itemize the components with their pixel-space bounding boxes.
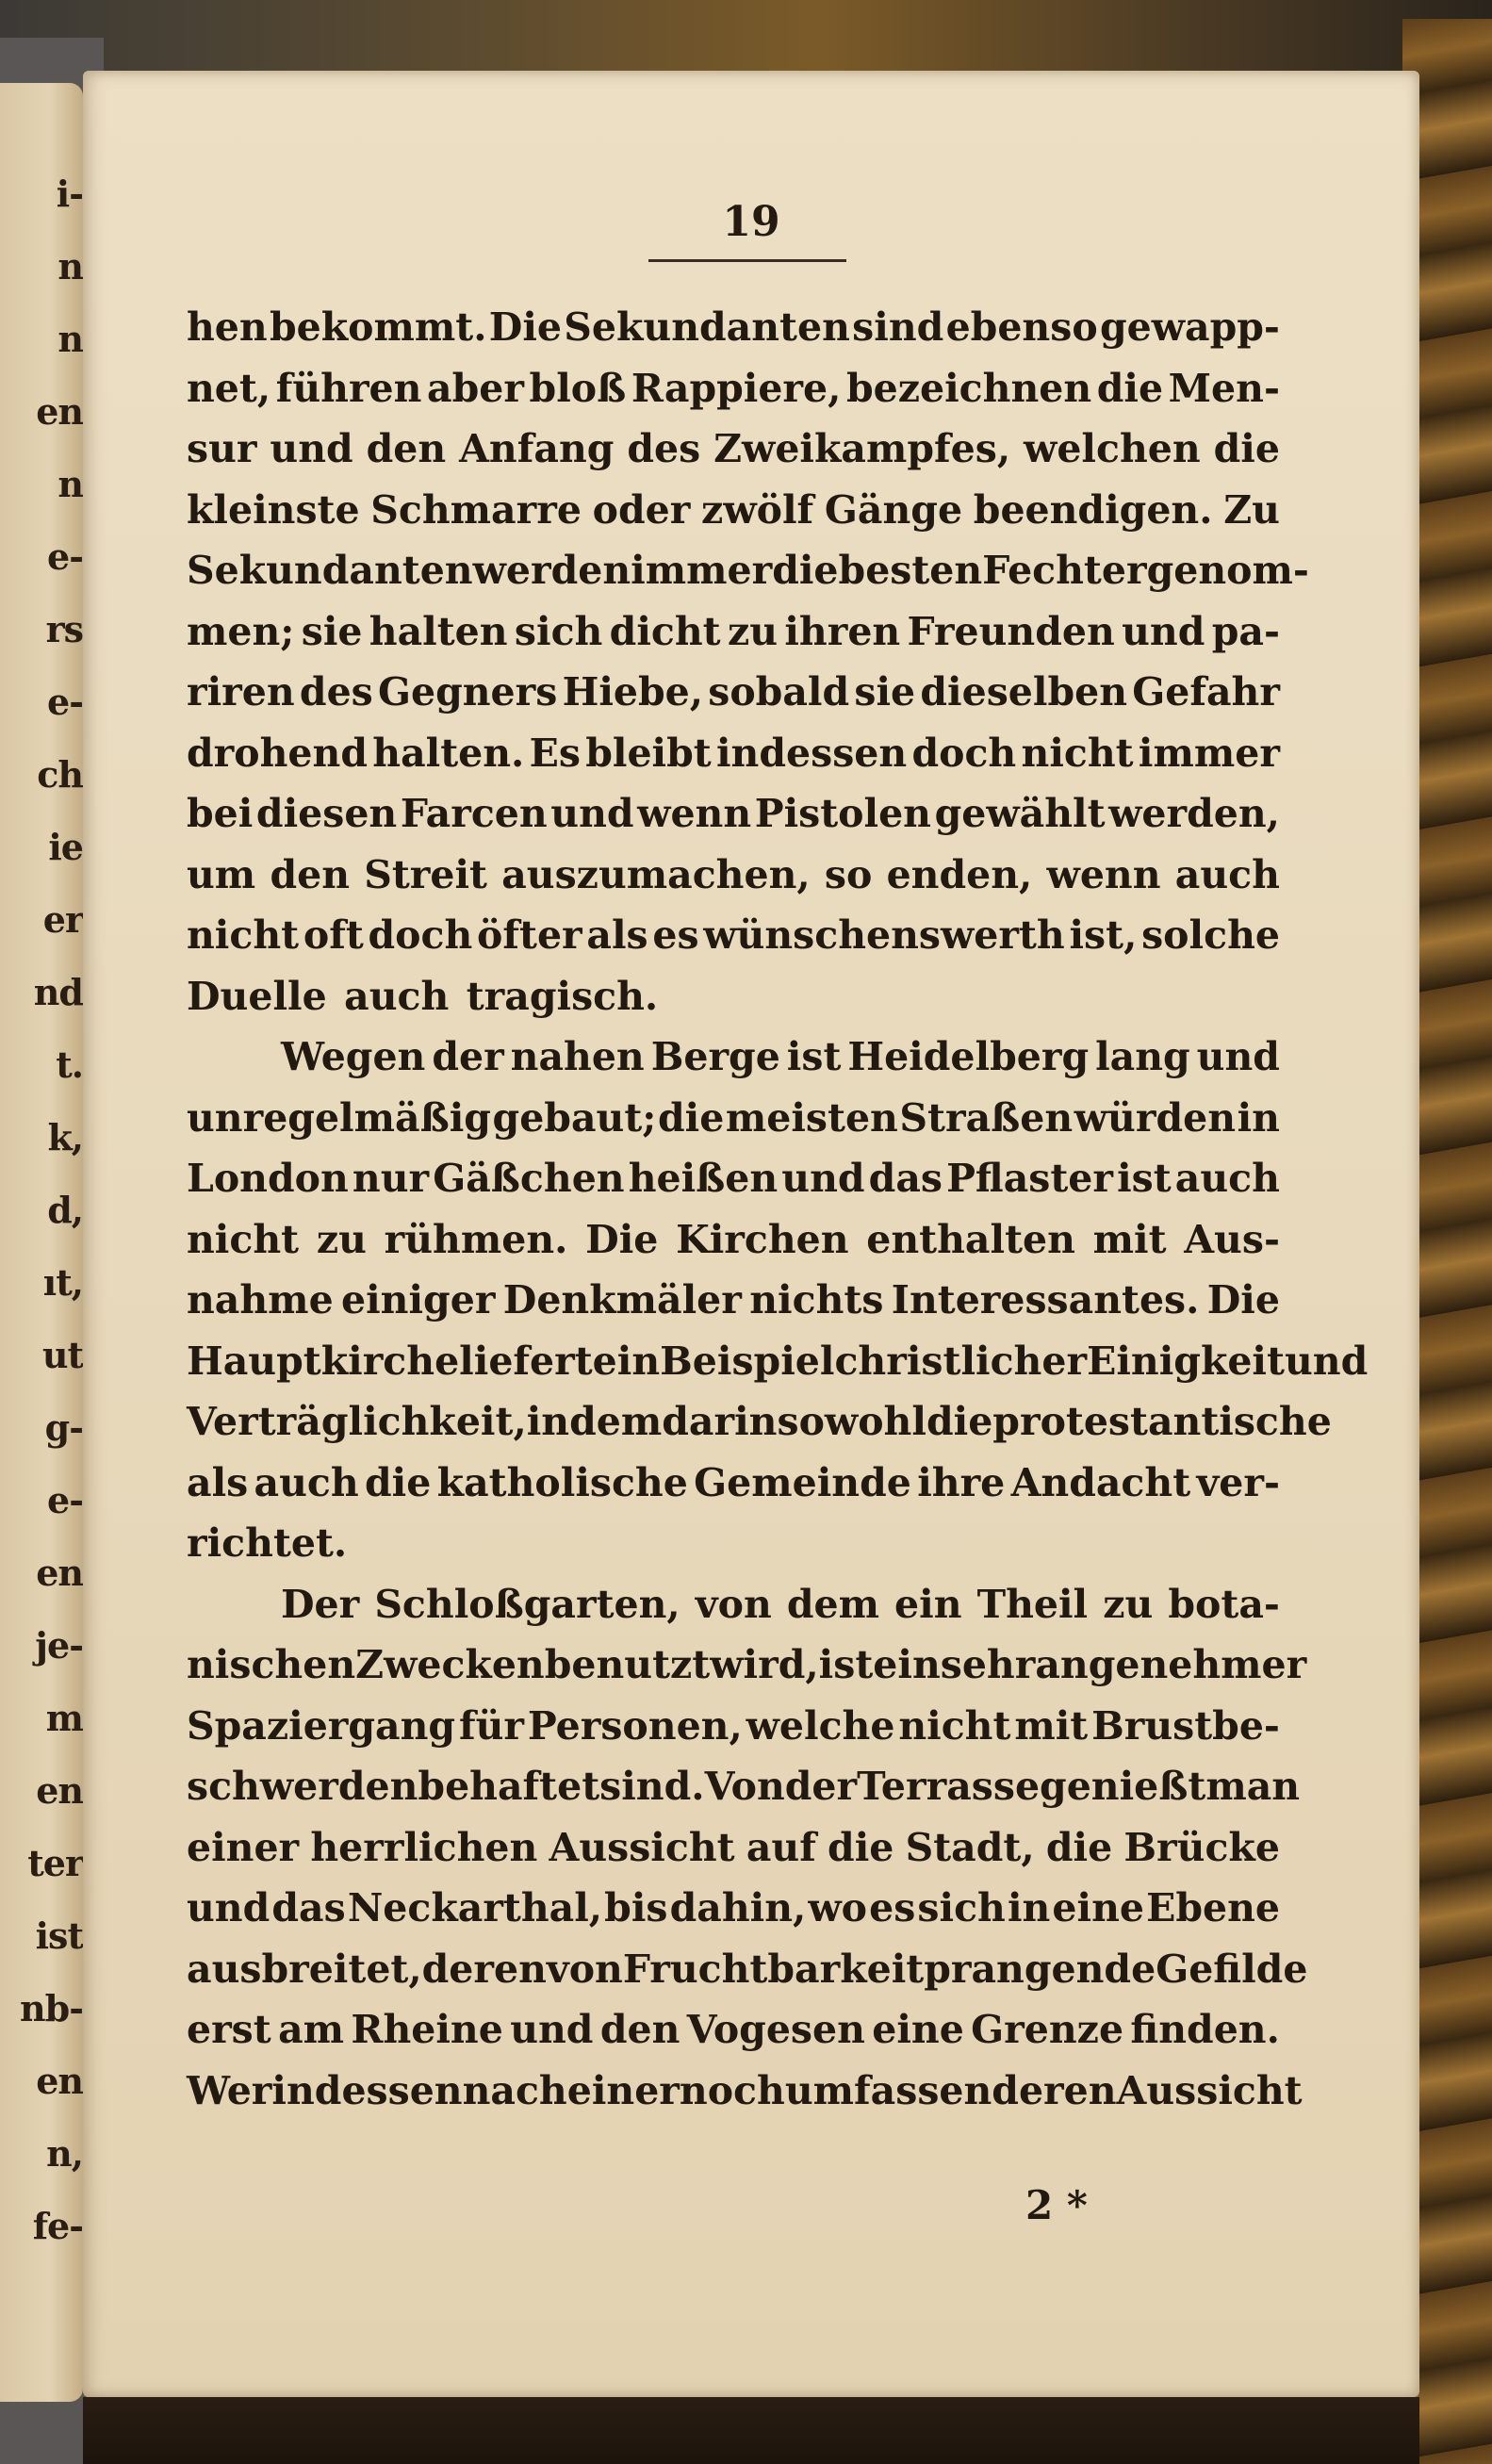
text-line bbox=[187, 1209, 1280, 1271]
word: des bbox=[627, 426, 701, 471]
word: erst bbox=[187, 2007, 271, 2052]
word: meisten bbox=[725, 1094, 898, 1141]
facing-page-fragment: ut bbox=[41, 1334, 83, 1376]
word: immer bbox=[1138, 730, 1280, 776]
word: finden. bbox=[1130, 2007, 1280, 2052]
facing-page-fragment: nb- bbox=[20, 1987, 83, 2029]
word: sowohl bbox=[777, 1399, 926, 1444]
word: umfassenderen bbox=[784, 2067, 1117, 2113]
word: Fruchtbarkeit bbox=[622, 1946, 925, 1992]
facing-page-fragment: m bbox=[45, 1697, 83, 1739]
word: benutzt bbox=[544, 1642, 711, 1687]
word: und bbox=[510, 2007, 594, 2052]
word: von bbox=[695, 1581, 772, 1627]
text-line bbox=[187, 966, 1280, 1027]
word: herrlichen bbox=[310, 1824, 538, 1870]
word: beendigen. bbox=[973, 486, 1213, 533]
text-line bbox=[187, 1634, 1307, 1696]
word: liefert bbox=[459, 1338, 593, 1384]
word: Personen, bbox=[527, 1702, 743, 1749]
word: bis bbox=[604, 1885, 668, 1930]
word: men; bbox=[187, 608, 295, 654]
word: diesen bbox=[255, 791, 398, 836]
word: hen bbox=[187, 304, 268, 350]
word: tragisch. bbox=[466, 973, 659, 1019]
word: Die bbox=[1206, 1277, 1280, 1322]
word: welchen bbox=[1024, 426, 1201, 471]
word: Gemeinde bbox=[694, 1459, 911, 1505]
word: Theil bbox=[976, 1581, 1089, 1627]
word: Von bbox=[704, 1764, 785, 1809]
word: Zwecken bbox=[355, 1642, 545, 1687]
word: bei bbox=[187, 791, 254, 836]
word: es bbox=[652, 912, 699, 958]
word: drohend bbox=[187, 730, 368, 776]
word: sind bbox=[852, 304, 944, 350]
word: Schmarre bbox=[370, 486, 582, 533]
word: Gäßchen bbox=[433, 1156, 625, 1201]
word: nahme bbox=[187, 1277, 334, 1322]
facing-page-fragment: ie bbox=[48, 826, 83, 868]
word: zwölf bbox=[701, 486, 814, 533]
word: und bbox=[1284, 1338, 1369, 1384]
word: und bbox=[781, 1156, 865, 1201]
word: Vogesen bbox=[686, 2007, 865, 2052]
word: sur bbox=[187, 426, 257, 471]
word: als bbox=[187, 1459, 249, 1505]
word: bleibt bbox=[585, 730, 712, 776]
facing-page-edge bbox=[0, 83, 83, 2402]
text-line bbox=[187, 1270, 1280, 1331]
word: lang bbox=[1095, 1034, 1190, 1079]
text-line bbox=[187, 662, 1280, 723]
word: ihren bbox=[784, 608, 901, 654]
word: Heidelberg bbox=[847, 1034, 1090, 1079]
facing-page-fragment: ıt, bbox=[42, 1261, 83, 1304]
book-bottom-edge bbox=[83, 2397, 1419, 2464]
word: ihre bbox=[917, 1459, 1006, 1505]
word: Stadt, bbox=[905, 1824, 1035, 1870]
word: die bbox=[1213, 426, 1280, 471]
word: auszumachen, bbox=[501, 851, 811, 897]
word: die bbox=[1045, 1824, 1113, 1870]
word: Einigkeit bbox=[1087, 1338, 1285, 1384]
word: am bbox=[278, 2007, 345, 2052]
facing-page-fragment: en bbox=[36, 2060, 83, 2102]
word: immer bbox=[631, 548, 773, 593]
word: halten. bbox=[372, 730, 525, 776]
word: ausbreitet, bbox=[187, 1946, 422, 1992]
text-line bbox=[187, 1331, 1369, 1392]
word: Gefilde bbox=[1156, 1946, 1308, 1992]
word: bloß bbox=[529, 365, 627, 411]
word: enthalten bbox=[866, 1216, 1075, 1262]
text-line bbox=[187, 1696, 1280, 1757]
facing-page-fragment: en bbox=[36, 1769, 83, 1812]
word: in bbox=[1007, 1885, 1051, 1930]
facing-page-fragment: ter bbox=[27, 1842, 83, 1884]
word: christlicher bbox=[834, 1338, 1088, 1384]
word: London bbox=[187, 1156, 349, 1201]
word: und bbox=[270, 426, 353, 471]
word: nicht bbox=[187, 912, 300, 958]
text-line bbox=[187, 480, 1280, 541]
word: protestantische bbox=[992, 1399, 1332, 1444]
word: und bbox=[187, 1885, 271, 1930]
facing-page-fragment: e- bbox=[47, 681, 83, 723]
word: Hiebe, bbox=[562, 669, 704, 715]
word: Pistolen bbox=[754, 791, 931, 836]
word: Hauptkirche bbox=[187, 1338, 460, 1384]
text-line bbox=[187, 1088, 1280, 1149]
word: Die bbox=[585, 1216, 659, 1262]
word: Berge bbox=[650, 1034, 780, 1079]
word: genießt bbox=[1040, 1764, 1206, 1809]
word: Freunden bbox=[907, 608, 1115, 654]
word: die bbox=[772, 548, 839, 593]
word: enden, bbox=[886, 851, 1033, 897]
word: Rheine bbox=[351, 2007, 503, 2052]
word: prangende bbox=[924, 1946, 1156, 1992]
text-line bbox=[187, 2061, 1303, 2122]
word: sich bbox=[917, 1885, 1006, 1930]
word: angenehmer bbox=[1035, 1642, 1307, 1687]
text-line bbox=[187, 540, 1309, 601]
word: die bbox=[657, 1094, 725, 1141]
facing-page-fragment: n bbox=[57, 245, 83, 287]
printer-signature: 2 * bbox=[1025, 2182, 1088, 2228]
word: mit bbox=[1014, 1702, 1089, 1749]
word: die bbox=[1096, 365, 1164, 411]
word: die bbox=[828, 1824, 894, 1870]
word: ist, bbox=[1069, 912, 1138, 958]
facing-page-fragment: t. bbox=[56, 1043, 83, 1086]
word: nichts bbox=[749, 1277, 884, 1322]
word: Zu bbox=[1223, 486, 1280, 533]
word: einer bbox=[187, 1824, 300, 1870]
word: wird, bbox=[710, 1642, 819, 1687]
text-line bbox=[187, 1574, 1280, 1635]
word: oder bbox=[592, 486, 691, 533]
facing-page-fragment: fe- bbox=[32, 2205, 83, 2247]
word: und bbox=[1196, 1034, 1280, 1079]
text-line bbox=[187, 1513, 1280, 1574]
word: um bbox=[187, 851, 256, 897]
word: noch bbox=[679, 2067, 785, 2113]
facing-page-fragment: n bbox=[57, 318, 83, 360]
word: Denkmäler bbox=[502, 1277, 742, 1322]
word: mit bbox=[1092, 1216, 1167, 1262]
word: des bbox=[299, 669, 373, 715]
word: nach bbox=[462, 2067, 567, 2113]
word: Pflaster bbox=[946, 1156, 1113, 1201]
word: nicht bbox=[1021, 730, 1134, 776]
facing-page-fragment: er bbox=[42, 898, 83, 941]
text-line bbox=[187, 723, 1280, 784]
text-line bbox=[187, 601, 1280, 663]
word: ein bbox=[894, 1581, 962, 1627]
word: ist bbox=[818, 1642, 874, 1687]
word: dem bbox=[786, 1581, 879, 1627]
word: behaftet bbox=[418, 1764, 600, 1809]
word: ebenso bbox=[945, 304, 1098, 350]
facing-page-fragment: ist bbox=[35, 1914, 83, 1957]
word: und bbox=[550, 791, 634, 836]
text-line bbox=[187, 845, 1280, 906]
word: Der bbox=[281, 1581, 360, 1627]
word: indessen bbox=[271, 2067, 463, 2113]
word: Aussicht bbox=[549, 1824, 735, 1870]
word: Rappiere, bbox=[631, 365, 842, 411]
word: auch bbox=[344, 973, 450, 1019]
word: Andacht bbox=[1010, 1459, 1191, 1505]
word: auch bbox=[254, 1459, 359, 1505]
word: den bbox=[270, 851, 350, 897]
word: net, bbox=[187, 365, 271, 411]
word: kleinste bbox=[187, 486, 360, 533]
facing-page-fragment: e- bbox=[47, 535, 83, 578]
word: man bbox=[1205, 1764, 1301, 1809]
word: gewapp- bbox=[1099, 304, 1280, 350]
word: in bbox=[1237, 1094, 1280, 1141]
facing-page-fragment: ch bbox=[37, 753, 83, 796]
word: Sekundanten bbox=[187, 548, 473, 593]
word: Brustbe- bbox=[1091, 1702, 1280, 1749]
word: es bbox=[869, 1885, 916, 1930]
text-line bbox=[187, 297, 1280, 358]
word: doch bbox=[911, 730, 1017, 776]
word: so bbox=[824, 851, 873, 897]
word: Es bbox=[529, 730, 581, 776]
word: Gänge bbox=[824, 486, 963, 533]
facing-page-fragment: n bbox=[57, 463, 83, 505]
text-line bbox=[187, 1878, 1280, 1939]
word: unregelmäßig bbox=[187, 1094, 491, 1141]
word: sobald bbox=[708, 669, 850, 715]
word: als bbox=[586, 912, 648, 958]
word: genom- bbox=[1146, 548, 1309, 593]
word: dicht bbox=[609, 608, 721, 654]
word: werden, bbox=[1108, 791, 1280, 836]
page-body-text bbox=[187, 297, 1369, 2121]
text-line bbox=[187, 1999, 1280, 2061]
word: ver- bbox=[1196, 1459, 1280, 1505]
text-line bbox=[187, 358, 1280, 419]
text-line bbox=[187, 1391, 1332, 1453]
page-number-rule bbox=[648, 259, 846, 262]
word: indessen bbox=[715, 730, 908, 776]
facing-page-fragment: en bbox=[36, 390, 83, 433]
word: gewählt bbox=[934, 791, 1106, 836]
word: bota- bbox=[1168, 1581, 1280, 1627]
word: auch bbox=[1174, 1156, 1280, 1201]
word: Gefahr bbox=[1132, 669, 1280, 715]
word: Duelle bbox=[187, 973, 327, 1019]
word: eine bbox=[872, 2007, 964, 2052]
word: oft bbox=[303, 912, 364, 958]
word: richtet. bbox=[187, 1520, 348, 1566]
text-line bbox=[187, 1939, 1308, 2000]
word: einer bbox=[566, 2067, 680, 2113]
word: Neckarthal, bbox=[347, 1885, 603, 1930]
word: öfter bbox=[477, 912, 582, 958]
word: Aussicht bbox=[1116, 2067, 1303, 2113]
word: aber bbox=[427, 365, 524, 411]
word: Farcen bbox=[400, 791, 548, 836]
word: ist bbox=[786, 1034, 842, 1079]
word: eine bbox=[1052, 1885, 1144, 1930]
word: dieselben bbox=[920, 669, 1128, 715]
facing-page-fragment: en bbox=[36, 1552, 83, 1594]
word: einiger bbox=[341, 1277, 496, 1322]
facing-page-fragment: nd bbox=[33, 971, 83, 1013]
page-number: 19 bbox=[722, 198, 780, 246]
word: auch bbox=[1174, 851, 1280, 897]
facing-page-fragment: rs bbox=[45, 608, 83, 650]
facing-page-fragment: e- bbox=[47, 1479, 83, 1521]
word: Verträglichkeit, bbox=[187, 1399, 527, 1444]
word: solche bbox=[1141, 912, 1280, 958]
word: wo bbox=[808, 1885, 868, 1930]
word: wünschenswerth bbox=[703, 912, 1065, 958]
word: die bbox=[365, 1459, 432, 1505]
word: werden bbox=[472, 548, 631, 593]
word: deren bbox=[421, 1946, 547, 1992]
word: für bbox=[458, 1702, 525, 1749]
word: Wer bbox=[187, 2067, 272, 2113]
word: bezeichnen bbox=[845, 365, 1092, 411]
text-line bbox=[187, 783, 1280, 845]
text-line bbox=[187, 1148, 1280, 1209]
word: Terrasse bbox=[857, 1764, 1041, 1809]
text-line bbox=[187, 905, 1280, 966]
word: sind. bbox=[599, 1764, 705, 1809]
facing-page-fragment: k, bbox=[47, 1116, 83, 1158]
word: ein bbox=[592, 1338, 661, 1384]
word: Kirchen bbox=[676, 1216, 849, 1262]
facing-page-fragment: n, bbox=[46, 2132, 83, 2175]
word: doch bbox=[368, 912, 473, 958]
facing-page-fragment: i- bbox=[56, 172, 83, 215]
word: nicht bbox=[187, 1216, 300, 1262]
word: darin bbox=[662, 1399, 778, 1444]
word: gebaut; bbox=[492, 1094, 657, 1141]
word: bekommt. bbox=[270, 304, 487, 350]
text-line bbox=[187, 1756, 1301, 1817]
word: zu bbox=[1103, 1581, 1154, 1627]
word: katholische bbox=[436, 1459, 688, 1505]
word: der bbox=[784, 1764, 858, 1809]
word: das bbox=[868, 1156, 943, 1201]
word: dahin, bbox=[669, 1885, 807, 1930]
word: der bbox=[432, 1034, 504, 1079]
word: welche bbox=[746, 1702, 895, 1749]
word: Aus- bbox=[1184, 1216, 1280, 1262]
text-line bbox=[187, 419, 1280, 480]
word: und bbox=[1122, 608, 1205, 654]
word: zu bbox=[316, 1216, 367, 1262]
word: Gegners bbox=[377, 669, 558, 715]
word: Streit bbox=[364, 851, 487, 897]
word: zu bbox=[727, 608, 779, 654]
word: Straßen bbox=[899, 1094, 1074, 1141]
word: riren bbox=[187, 669, 295, 715]
text-line bbox=[187, 1817, 1280, 1879]
word: Brücke bbox=[1123, 1824, 1280, 1870]
word: Spaziergang bbox=[187, 1702, 456, 1749]
word: Ebene bbox=[1146, 1885, 1280, 1930]
word: nicht bbox=[898, 1702, 1011, 1749]
word: Beispiel bbox=[660, 1338, 835, 1384]
text-line bbox=[187, 1027, 1280, 1088]
word: Grenze bbox=[971, 2007, 1124, 2052]
word: sie bbox=[301, 608, 363, 654]
word: den bbox=[599, 2007, 680, 2052]
word: auf bbox=[746, 1824, 816, 1870]
word: Fechter bbox=[982, 548, 1147, 593]
word: ist bbox=[1117, 1156, 1172, 1201]
facing-page-fragment: d, bbox=[47, 1189, 83, 1231]
word: führen bbox=[275, 365, 422, 411]
word: Schloßgarten, bbox=[374, 1581, 680, 1627]
word: sie bbox=[854, 669, 916, 715]
word: das bbox=[271, 1885, 346, 1930]
word: wenn bbox=[1046, 851, 1161, 897]
word: schwerden bbox=[187, 1764, 418, 1809]
word: Zweikampfes, bbox=[713, 426, 1011, 471]
word: sehr bbox=[940, 1642, 1036, 1687]
word: Interessantes. bbox=[891, 1277, 1200, 1322]
word: würden bbox=[1074, 1094, 1237, 1141]
word: indem bbox=[526, 1399, 663, 1444]
word: rühmen. bbox=[384, 1216, 568, 1262]
word: ein bbox=[873, 1642, 941, 1687]
word: nur bbox=[352, 1156, 430, 1201]
word: nischen bbox=[187, 1642, 356, 1687]
word: den bbox=[366, 426, 447, 471]
word: sich bbox=[514, 608, 603, 654]
facing-page-fragment: je- bbox=[35, 1624, 83, 1667]
text-line bbox=[187, 1453, 1280, 1514]
word: die bbox=[926, 1399, 993, 1444]
word: Anfang bbox=[459, 426, 615, 471]
word: nahen bbox=[510, 1034, 645, 1079]
word: pa- bbox=[1211, 608, 1280, 654]
word: heißen bbox=[628, 1156, 779, 1201]
word: Men- bbox=[1168, 365, 1280, 411]
word: wenn bbox=[637, 791, 752, 836]
word: Wegen bbox=[281, 1034, 426, 1079]
facing-page-fragment: g- bbox=[44, 1406, 83, 1449]
word: halten bbox=[369, 608, 508, 654]
book-page bbox=[83, 71, 1419, 2397]
word: besten bbox=[838, 548, 983, 593]
word: Sekundanten bbox=[564, 304, 850, 350]
word: von bbox=[546, 1946, 623, 1992]
word: Die bbox=[488, 304, 562, 350]
